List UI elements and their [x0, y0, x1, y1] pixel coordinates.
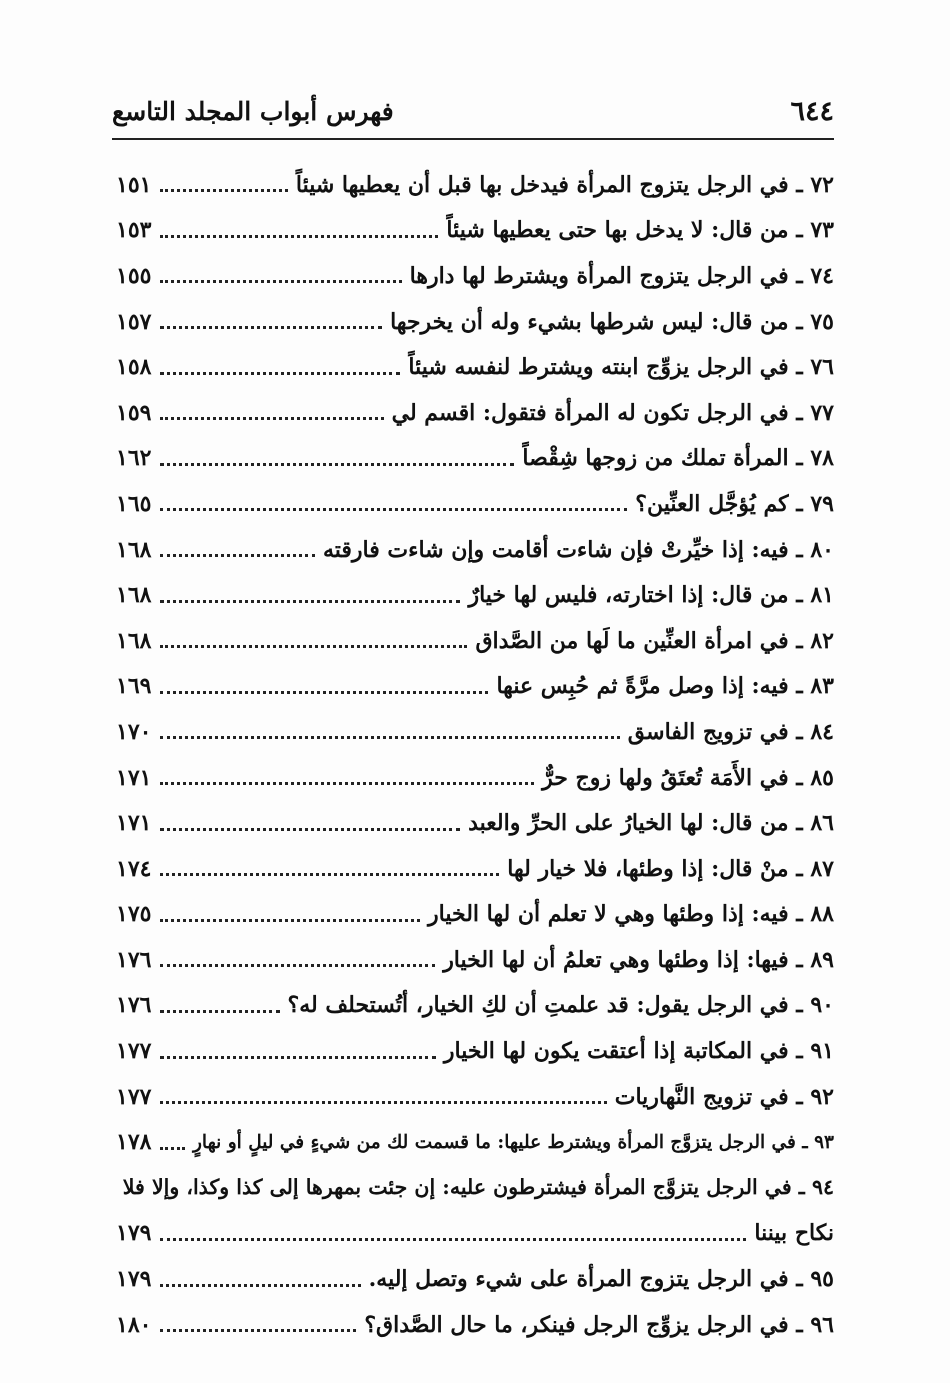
dot-leader — [160, 964, 435, 967]
dot-leader — [160, 372, 400, 375]
toc-entry-page: ١٧١ — [116, 764, 152, 791]
toc-entry-page: ١٦٥ — [116, 490, 152, 517]
toc-entry — [116, 846, 834, 892]
toc-entry-continuation — [116, 1211, 834, 1257]
toc-entry-page: ١٦٨ — [116, 627, 152, 654]
toc-entry-page: ١٧١ — [116, 810, 152, 837]
dot-leader — [160, 463, 514, 466]
dot-leader — [160, 600, 460, 603]
toc-entry-page: ١٥٣ — [116, 217, 152, 244]
dot-leader — [160, 1147, 185, 1150]
toc-entry-title: ٧٢ ـ في الرجل يتزوج المرأة فيدخل بها قبل أن يعطيها شيئاً — [295, 171, 834, 198]
toc-entry-page: ١٧٩ — [116, 1266, 152, 1293]
dot-leader — [160, 1238, 746, 1241]
table-of-contents — [116, 162, 834, 1347]
toc-entry-title: ٨٢ ـ في امرأة العنِّين ما لَها من الصَّداق — [475, 627, 834, 654]
dot-leader — [160, 1329, 356, 1332]
toc-entry-title: ٩١ ـ في المكاتبة إذا أعتقت يكون لها الخيار — [443, 1038, 834, 1065]
toc-entry-page: ١٦٨ — [116, 536, 152, 563]
toc-entry-title: ٧٦ ـ في الرجل يزوِّج ابنته ويشترط لنفسه شيئاً — [408, 354, 834, 381]
toc-entry-title: ٧٤ ـ في الرجل يتزوج المرأة ويشترط لها دارها — [409, 262, 834, 289]
toc-entry-page: ١٥٩ — [116, 399, 152, 426]
toc-entry-page: ١٥٥ — [116, 262, 152, 289]
toc-entry — [116, 1256, 834, 1302]
dot-leader — [160, 873, 499, 876]
dot-leader — [160, 691, 488, 694]
toc-entry — [116, 937, 834, 983]
dot-leader — [160, 280, 402, 283]
toc-entry-title: ٩٣ ـ في الرجل يتزوَّج المرأة ويشترط عليها: ما قسمت لك من شيءٍ في ليلٍ أو نهارٍ — [193, 1131, 834, 1153]
toc-entry-title: ٨٨ ـ فيه: إذا وطئها وهي لا تعلم أن لها الخيار — [428, 901, 834, 928]
page-number: ٦٤٤ — [790, 96, 834, 127]
dot-leader — [160, 1101, 607, 1104]
toc-entry — [116, 572, 834, 618]
toc-entry — [116, 344, 834, 390]
dot-leader — [160, 326, 382, 329]
dot-leader — [160, 508, 627, 511]
dot-leader — [160, 417, 384, 420]
toc-entry-title: ٧٨ ـ المرأة تملك من زوجها شِقْصاً — [522, 445, 834, 472]
dot-leader — [160, 645, 467, 648]
dot-leader — [160, 736, 620, 739]
toc-entry-page: ١٦٨ — [116, 582, 152, 609]
toc-entry-page: ١٦٢ — [116, 445, 152, 472]
toc-entry-page: ١٥١ — [116, 171, 152, 198]
dot-leader — [160, 554, 315, 557]
toc-entry — [116, 390, 834, 436]
dot-leader — [160, 828, 460, 831]
toc-entry-page: ١٧٦ — [116, 992, 152, 1019]
toc-entry — [116, 1302, 834, 1348]
dot-leader — [160, 235, 438, 238]
toc-entry-page: ١٧٨ — [116, 1129, 152, 1156]
toc-entry — [116, 527, 834, 573]
toc-entry — [116, 664, 834, 710]
page-header — [112, 92, 834, 136]
toc-entry-page: ١٧٦ — [116, 946, 152, 973]
dot-leader — [160, 189, 288, 192]
toc-entry-page: ١٦٩ — [116, 673, 152, 700]
toc-entry-title-cont: نكاح بيننا — [754, 1220, 834, 1247]
toc-entry-page: ١٧٧ — [116, 1083, 152, 1110]
header-rule — [112, 138, 834, 140]
toc-entry-title: ٨٧ ـ منْ قال: إذا وطئها، فلا خيار لها — [507, 855, 834, 882]
toc-entry-title: ٨١ ـ من قال: إذا اختارته، فليس لها خيارٌ — [468, 582, 834, 609]
toc-entry-page: ١٧٥ — [116, 901, 152, 928]
toc-entry-page: ١٨٠ — [116, 1311, 152, 1338]
dot-leader — [160, 1056, 436, 1059]
toc-entry-page: ١٧٧ — [116, 1038, 152, 1065]
toc-entry-title: ٩٥ ـ في الرجل يتزوج المرأة على شيء وتصل إليه. — [368, 1266, 834, 1293]
toc-entry-title: ٩٦ ـ في الرجل يزوِّج الرجل فينكر، ما حال الصَّداق؟ — [364, 1311, 834, 1338]
toc-entry — [116, 1165, 834, 1256]
toc-entry — [116, 299, 834, 345]
toc-entry — [116, 983, 834, 1029]
dot-leader — [160, 1284, 361, 1287]
toc-entry — [116, 1074, 834, 1120]
toc-entry-title: ٧٧ ـ في الرجل تكون له المرأة فتقول: اقسم لي — [391, 399, 834, 426]
toc-entry-title: ٨٠ ـ فيه: إذا خيِّرتْ فإن شاءت أقامت وإن شاءت فارقته — [322, 536, 834, 563]
toc-entry-title: ٧٥ ـ من قال: ليس شرطها بشيء وله أن يخرجها — [390, 308, 834, 335]
toc-entry-title: ٩٢ ـ في تزويج النَّهاريات — [614, 1083, 834, 1110]
toc-entry — [116, 755, 834, 801]
toc-entry-page: ١٥٨ — [116, 354, 152, 381]
toc-entry-title: ٨٦ ـ من قال: لها الخيارُ على الحرِّ والعبد — [468, 810, 834, 837]
toc-entry-title: ٧٣ ـ من قال: لا يدخل بها حتى يعطيها شيئاً — [446, 217, 834, 244]
running-title: فهرس أبواب المجلد التاسع — [112, 97, 394, 126]
toc-entry — [116, 800, 834, 846]
toc-entry-title: ٧٩ ـ كم يُؤجَّل العنِّين؟ — [635, 490, 834, 517]
toc-entry-page: ١٧٤ — [116, 855, 152, 882]
toc-entry — [116, 892, 834, 938]
toc-entry-title: ٩٤ ـ في الرجل يتزوَّج المرأة فيشترطون عليه: إن جئت بمهرها إلى كذا وكذا، وإلا فلا — [122, 1175, 834, 1200]
toc-entry — [116, 618, 834, 664]
toc-entry-title: ٩٠ ـ في الرجل يقول: قد علمتِ أن لكِ الخيار، أتُستحلف له؟ — [287, 992, 834, 1019]
dot-leader — [160, 919, 420, 922]
toc-entry — [116, 481, 834, 527]
toc-entry-title: ٨٥ ـ في الأَمَة تُعتَقُ ولها زوج حرٌّ — [542, 764, 834, 791]
toc-entry-title: ٨٤ ـ في تزويج الفاسق — [627, 718, 834, 745]
dot-leader — [160, 782, 534, 785]
toc-entry-page: ١٧٠ — [116, 718, 152, 745]
toc-entry-page: ١٧٩ — [116, 1220, 152, 1247]
toc-entry-title: ٨٩ ـ فيها: إذا وطئها وهي تعلمُ أن لها الخيار — [443, 946, 834, 973]
toc-entry — [116, 208, 834, 254]
toc-entry — [116, 1119, 834, 1165]
toc-entry — [116, 709, 834, 755]
toc-entry — [116, 436, 834, 482]
toc-entry-page: ١٥٧ — [116, 308, 152, 335]
toc-entry — [116, 1028, 834, 1074]
toc-entry — [116, 253, 834, 299]
dot-leader — [160, 1010, 280, 1013]
toc-entry — [116, 162, 834, 208]
toc-entry-title: ٨٣ ـ فيه: إذا وصل مرَّةً ثم حُبِس عنها — [496, 673, 834, 700]
